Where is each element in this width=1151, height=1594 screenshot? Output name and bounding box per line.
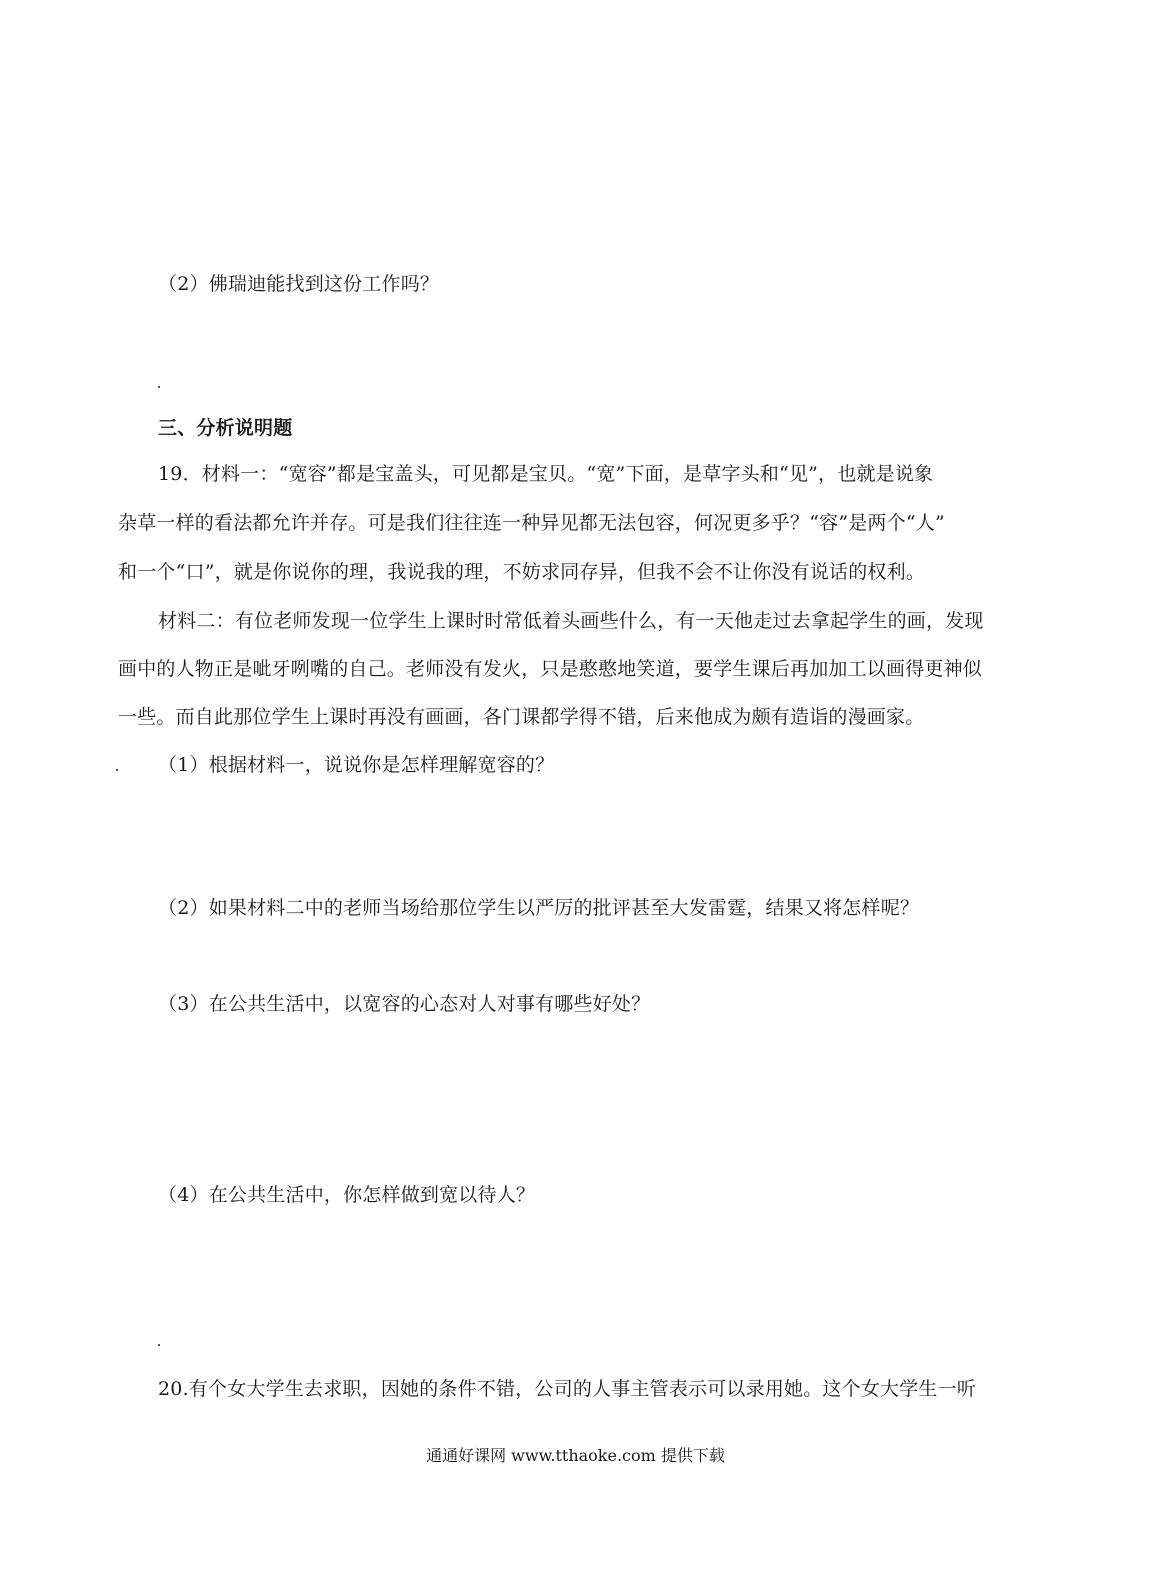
scan-dot — [116, 769, 118, 771]
q19-sub-question-3: （3）在公共生活中，以宽容的心态对人对事有哪些好处？ — [158, 993, 651, 1015]
q19-material-two-line-3: 一些。而自此那位学生上课时再没有画画，各门课都学得不错，后来他成为颇有造诣的漫画家。 — [118, 706, 925, 728]
q19-material-one-line-2: 杂草一样的看法都允许并存。可是我们往往连一种异见都无法包容，何况更多乎？“容”是两个“人” — [118, 512, 945, 534]
q19-sub-question-4: （4）在公共生活中，你怎样做到宽以待人？ — [158, 1184, 536, 1206]
section-heading: 三、分析说明题 — [158, 417, 293, 439]
q19-sub-question-2: （2）如果材料二中的老师当场给那位学生以严厉的批评甚至大发雷霆，结果又将怎样呢？ — [158, 897, 920, 919]
scan-dot — [158, 386, 160, 388]
q19-material-one-line-1: 19．材料一：“宽容”都是宝盖头，可见都是宝贝。“宽”下面，是草字头和“见”，也就是说象 — [158, 463, 934, 485]
q19-material-two-line-2: 画中的人物正是呲牙咧嘴的自己。老师没有发火，只是憨憨地笑道，要学生课后再加加工以画得更神似 — [118, 658, 983, 680]
scan-dot — [158, 1344, 160, 1346]
q19-material-one-line-3: 和一个“口”，就是你说你的理，我说我的理，不妨求同存异，但我不会不让你没有说话的权利。 — [118, 561, 926, 583]
q19-sub-question-1: （1）根据材料一，说说你是怎样理解宽容的？ — [158, 754, 555, 776]
q19-material-two-line-1: 材料二：有位老师发现一位学生上课时时常低着头画些什么，有一天他走过去拿起学生的画，发现 — [158, 610, 984, 632]
question-18-2: （2）佛瑞迪能找到这份工作吗？ — [158, 273, 440, 295]
page-footer: 通通好课网 www.tthaoke.com 提供下载 — [426, 1446, 725, 1465]
question-20-line-1: 20.有个女大学生去求职，因她的条件不错，公司的人事主管表示可以录用她。这个女大学生一听 — [158, 1378, 977, 1400]
